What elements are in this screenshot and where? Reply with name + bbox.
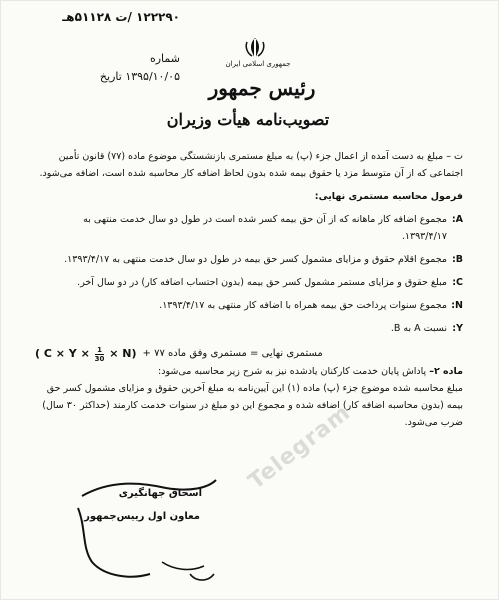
formula-expression xyxy=(35,345,137,363)
decree-body xyxy=(35,148,463,431)
president-title: رئیس جمهور xyxy=(208,76,316,100)
definition-item xyxy=(35,211,463,245)
iran-emblem-icon xyxy=(242,36,268,62)
approval-title: تصویب‌نامه هیأت وزیران xyxy=(166,110,330,129)
intro-paragraph: ت – مبلغ به دست آمده از اعمال جزء (پ) به مبلغ مستمری بازنشستگی موضوع ماده (۷۷) قانون تأمین اجتماعی که از آن متوسط مزد یا حقوق بیمه شده بدون لحاظ اضافه کار محاسبه شده است، اضافه می‌شود. xyxy=(39,151,463,179)
definition-key: B: xyxy=(451,254,463,265)
article-2-detail: مبلغ محاسبه شده موضوع جزء (پ) ماده (۱) این آیین‌نامه به مبلغ آخرین حقوق و مزایای مشمول کسر حق بیمه (بدون محاسبه اضافه کار) اضافه شده و مجموع این دو مبلغ در سنوات خدمت کارمند (حداکثر ۳۰ سال) ضرب می‌شود. xyxy=(42,382,463,428)
fraction-denominator: 30 xyxy=(94,354,105,363)
definition-key: A: xyxy=(451,214,463,225)
signatory-name: اسحاق جهانگیری xyxy=(118,488,202,499)
article-2-title: ماده ۲– xyxy=(429,365,463,377)
reference-block xyxy=(0,0,200,83)
fraction-numerator: 1 xyxy=(97,345,102,354)
definition-text: مبلغ حقوق و مزایای مستمر مشمول کسر حق بیمه (بدون احتساب اضافه کار) در دو سال آخر. xyxy=(77,277,447,288)
article-2-text: پاداش پایان خدمت کارکنان یادشده نیز به شرح زیر محاسبه می‌شود: xyxy=(158,365,427,377)
number-field xyxy=(10,52,180,65)
definition-key: C: xyxy=(452,277,463,288)
telegram-watermark: Telegram xyxy=(244,399,356,495)
formula-suffix: × N) xyxy=(109,347,137,360)
definition-item xyxy=(35,274,463,291)
republic-name: جمهوری اسلامی ایران xyxy=(225,60,291,68)
formula-title: فرمول محاسبه مستمری نهایی: xyxy=(314,191,463,202)
reference-number: ۱۲۲۲۹۰ /ت ۵۱۱۲۸هـ xyxy=(62,10,180,24)
article-2 xyxy=(35,363,463,380)
definition-text: مجموع اضافه کار ماهانه که از آن حق بیمه کسر شده است در طول دو سال خدمت منتهی به ۱۳۹۳/۴/۱۷. xyxy=(83,214,447,242)
definition-text: مجموع سنوات پرداخت حق بیمه همراه با اضافه کار منتهی به ۱۳۹۳/۴/۱۷. xyxy=(159,300,447,311)
definition-text: نسبت A به B. xyxy=(390,323,447,334)
formula-rhs: مستمری نهایی = مستمری وفق ماده ۷۷ + xyxy=(142,348,323,360)
definition-item xyxy=(35,320,463,337)
definition-text: مجموع اقلام حقوق و مزایای مشمول کسر حق بیمه در طول دو سال خدمت منتهی به ۱۳۹۳/۴/۱۷. xyxy=(64,254,447,265)
definition-item xyxy=(35,297,463,314)
date-value: ۱۳۹۵/۱۰/۰۵ xyxy=(125,70,180,83)
date-label: تاریخ xyxy=(99,70,122,83)
definition-key: N: xyxy=(451,300,463,311)
date-field xyxy=(10,70,180,83)
formula-prefix: ( C × Y × xyxy=(35,347,90,360)
signatory-role: معاون اول رییس‌جمهور xyxy=(84,511,200,522)
formula-fraction xyxy=(95,346,105,363)
definition-key: Y: xyxy=(452,323,463,334)
definition-item xyxy=(35,251,463,268)
number-label: شماره xyxy=(149,52,180,65)
final-pension-formula xyxy=(35,345,463,363)
